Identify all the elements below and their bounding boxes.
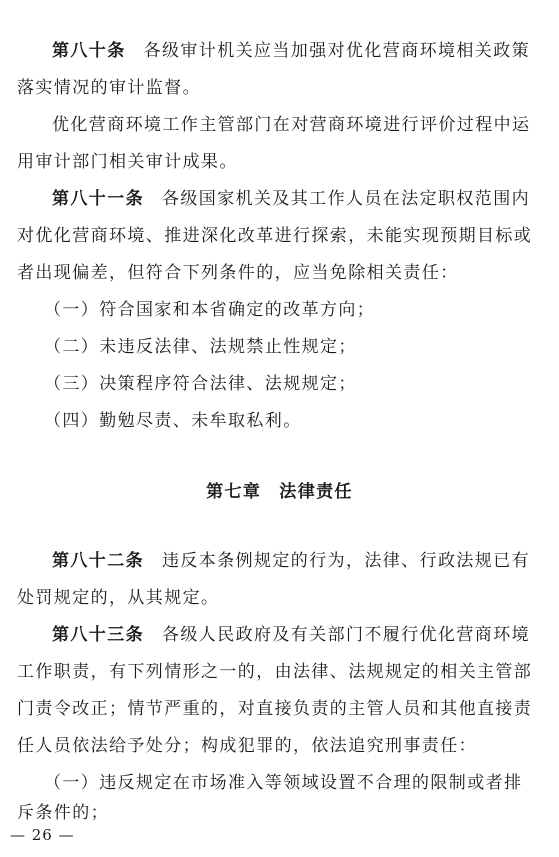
list-item: （四）勤勉尽责、未牟取私利。: [44, 411, 302, 431]
article-83-text: 各级人民政府及有关部门不履行优化营商环境: [162, 625, 530, 645]
paragraph-line: 处罚规定的，从其规定。: [17, 588, 220, 608]
paragraph-line: 任人员依法给予处分；构成犯罪的，依法追究刑事责任：: [17, 736, 477, 756]
list-item: （一）符合国家和本省确定的改革方向；: [44, 300, 376, 320]
article-81-number: 第八十一条: [52, 189, 144, 209]
article-80-number: 第八十条: [52, 41, 126, 61]
chapter-number: 第七章: [206, 482, 262, 502]
article-80-text: 各级审计机关应当加强对优化营商环境相关政策: [143, 41, 531, 61]
paragraph-line: 对优化营商环境、推进深化改革进行探索，未能实现预期目标或: [17, 226, 533, 246]
article-80-line-1: [52, 40, 530, 62]
chapter-heading: [0, 477, 559, 502]
page-number: — 26 —: [10, 826, 75, 844]
paragraph-line: 用审计部门相关审计成果。: [17, 152, 238, 172]
article-80-line-2: 落实情况的审计监督。: [17, 78, 201, 98]
article-83-number: 第八十三条: [52, 625, 144, 645]
list-item: （三）决策程序符合法律、法规规定；: [44, 374, 357, 394]
chapter-title: 法律责任: [279, 482, 353, 502]
article-83-line-1: [52, 624, 530, 646]
paragraph-line: 门责令改正；情节严重的，对直接负责的主管人员和其他直接责: [17, 699, 533, 719]
article-82-number: 第八十二条: [52, 551, 144, 571]
paragraph-line: 者出现偏差，但符合下列条件的，应当免除相关责任：: [17, 263, 459, 283]
article-81-line-1: [52, 188, 530, 210]
article-82-text: 违反本条例规定的行为，法律、行政法规已有: [162, 551, 530, 571]
list-item: （一）违反规定在市场准入等领域设置不合理的限制或者排: [44, 773, 523, 793]
article-82-line-1: [52, 550, 530, 572]
paragraph-line: 优化营商环境工作主管部门在对营商环境进行评价过程中运: [52, 115, 531, 135]
paragraph-line: 工作职责，有下列情形之一的，由法律、法规规定的相关主管部: [17, 662, 533, 682]
list-item: （二）未违反法律、法规禁止性规定；: [44, 337, 357, 357]
article-81-text: 各级国家机关及其工作人员在法定职权范围内: [162, 189, 530, 209]
paragraph-line: 斥条件的；: [17, 803, 109, 823]
